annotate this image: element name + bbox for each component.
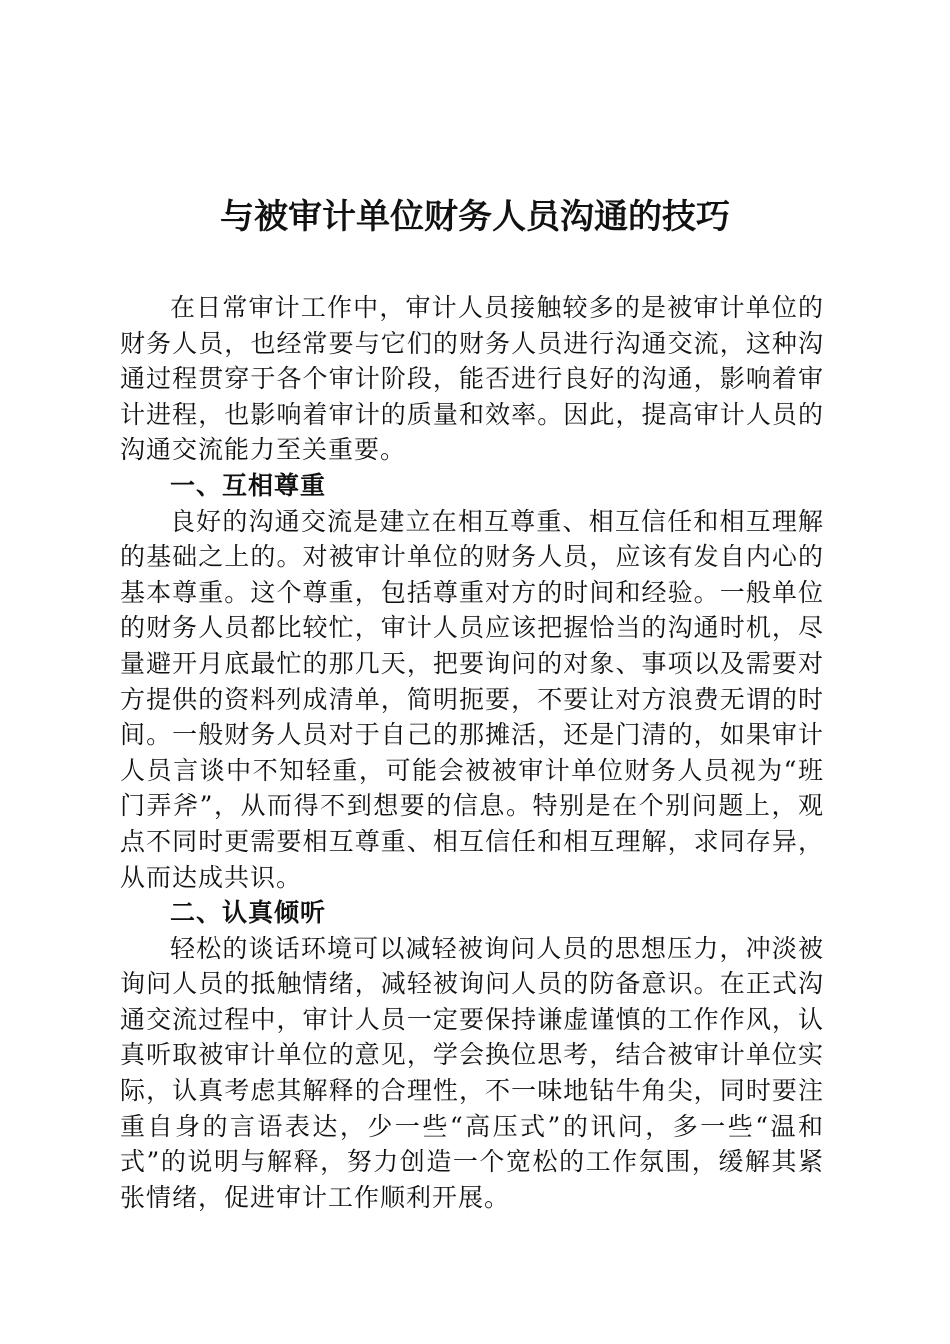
section-paragraph-mutual-respect: 良好的沟通交流是建立在相互尊重、相互信任和相互理解的基础之上的。对被审计单位的财务人员，应该有发自内心的基本尊重。这个尊重，包括尊重对方的时间和经验。一般单位的财务人员都比较忙，审计人员应该把握恰当的沟通时机，尽量避开月底最忙的那几天，把要询问的对象、事项以及需要对方提供的资料列成清单，简明扼要，不要让对方浪费无谓的时间。一般财务人员对于自己的那摊活，还是门清的，如果审计人员言谈中不知轻重，可能会被被审计单位财务人员视为“班门弄斧”，从而得不到想要的信息。特别是在个别问题上，观点不同时更需要相互尊重、相互信任和相互理解，求同存异，从而达成共识。 [120,506,824,892]
document-title: 与被审计单位财务人员沟通的技巧 [220,197,730,237]
document-body [120,290,824,1215]
section-heading-mutual-respect: 一、互相尊重 [170,470,327,500]
intro-paragraph: 在日常审计工作中，审计人员接触较多的是被审计单位的财务人员，也经常要与它们的财务人员进行沟通交流，这种沟通过程贯穿于各个审计阶段，能否进行良好的沟通，影响着审计进程，也影响着审计的质量和效率。因此，提高审计人员的沟通交流能力至关重要。 [120,293,824,465]
section-paragraph-careful-listening: 轻松的谈话环境可以减轻被询问人员的思想压力，冲淡被询问人员的抵触情绪，减轻被询问人员的防备意识。在正式沟通交流过程中，审计人员一定要保持谦虚谨慎的工作作风，认真听取被审计单位的意见，学会换位思考，结合被审计单位实际，认真考虑其解释的合理性，不一味地钻牛角尖，同时要注重自身的言语表达，少一些“高压式”的讯问，多一些“温和式”的说明与解释，努力创造一个宽松的工作氛围，缓解其紧张情绪，促进审计工作顺利开展。 [120,933,824,1212]
section-heading-careful-listening: 二、认真倾听 [170,898,327,928]
